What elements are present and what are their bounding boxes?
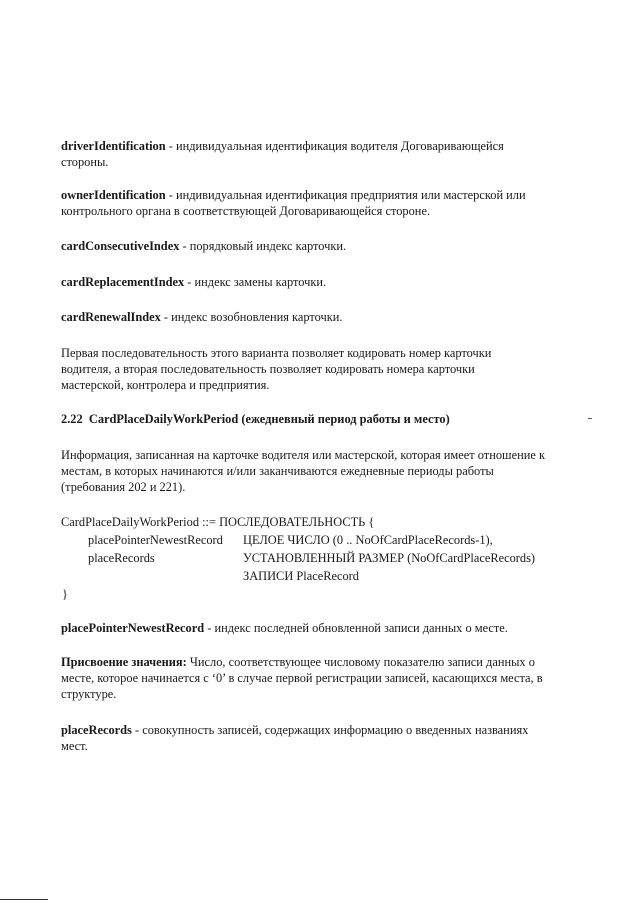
term: cardRenewalIndex <box>61 310 161 324</box>
definition-card-renewal-index <box>61 309 561 325</box>
term: cardReplacementIndex <box>61 275 185 289</box>
value-assignment-paragraph <box>61 654 551 702</box>
definition-card-replacement-index <box>61 274 561 290</box>
code-closing-brace: } <box>62 587 68 601</box>
section-title: CardPlaceDailyWorkPeriod (ежедневный период работы и место) <box>88 412 450 426</box>
section-heading <box>61 411 561 427</box>
definition-text: - индекс последней обновленной записи данных о месте. <box>204 621 508 635</box>
section-number: 2.22 <box>61 412 83 426</box>
value-assignment-text: Число, соответствующее числовому показателю записи данных о месте, которое начинается с ‘0’ в случае первой регистрации записей, касающихся места, в структуре. <box>61 655 543 701</box>
term: placePointerNewestRecord <box>61 621 205 635</box>
term: ownerIdentification <box>61 188 166 202</box>
note-paragraph: Первая последовательность этого варианта позволяет кодировать номер карточки водителя, а вторая последовательность позволяет кодировать номера карточки мастерской, контролера и предприятия. <box>61 346 492 392</box>
definition-text: - индивидуальная идентификация предприятия или мастерской или контрольного органа в соответствующей Договаривающейся стороне. <box>61 188 526 218</box>
term: driverIdentification <box>61 139 166 153</box>
code-header: CardPlaceDailyWorkPeriod ::= ПОСЛЕДОВАТЕЛЬНОСТЬ { <box>61 515 375 529</box>
definition-driver-identification <box>61 138 531 170</box>
definition-place-pointer-newest-record <box>61 620 561 636</box>
code-field-name: placePointerNewestRecord <box>88 533 223 547</box>
definition-owner-identification <box>61 187 541 219</box>
term: placeRecords <box>61 723 132 737</box>
info-paragraph: Информация, записанная на карточке водителя или мастерской, которая имеет отношение к местам, в которых начинаются и/или заканчиваются ежедневные периоды работы (требования 202 и 221). <box>61 448 545 494</box>
value-assignment-label: Присвоение значения: <box>61 655 187 669</box>
definition-text: - индекс замены карточки. <box>184 275 327 289</box>
code-field-type: ЦЕЛОЕ ЧИСЛО (0 .. NoOfCardPlaceRecords-1), <box>243 533 493 547</box>
definition-text: - совокупность записей, содержащих информацию о введенных названиях мест. <box>61 723 529 753</box>
margin-mark <box>588 418 592 419</box>
definition-text: - порядковый индекс карточки. <box>179 239 347 253</box>
definition-text: - индивидуальная идентификация водителя Договаривающейся стороны. <box>61 139 504 169</box>
definition-place-records <box>61 722 541 754</box>
code-field-type-continued: ЗАПИСИ PlaceRecord <box>243 569 359 583</box>
definition-text: - индекс возобновления карточки. <box>160 310 343 324</box>
code-field-type: УСТАНОВЛЕННЫЙ РАЗМЕР (NoOfCardPlaceRecords) <box>243 551 536 565</box>
definition-card-consecutive-index <box>61 238 561 254</box>
footnote-rule <box>0 899 48 900</box>
code-field-name: placeRecords <box>88 551 155 565</box>
term: cardConsecutiveIndex <box>61 239 180 253</box>
